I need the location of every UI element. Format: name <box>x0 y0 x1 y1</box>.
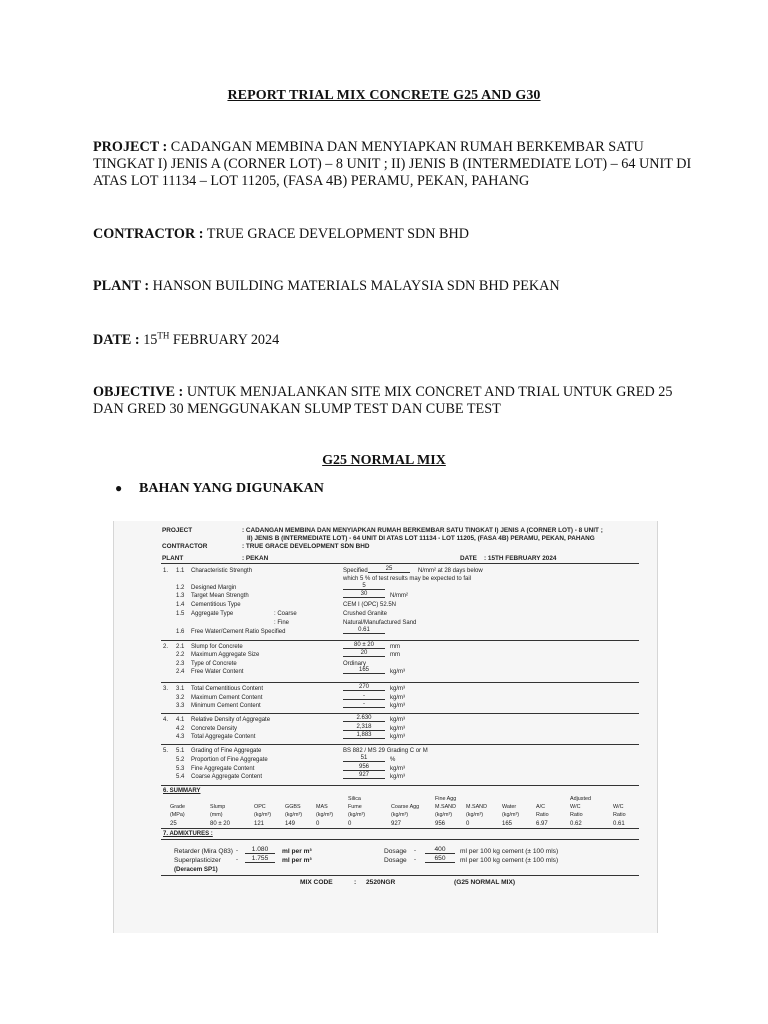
row-4-1-value: 2.630 <box>343 715 385 722</box>
summary-header-unit: (kg/m³) <box>316 812 334 818</box>
row-5-3-value: 956 <box>343 764 385 771</box>
row-1-6-label: Free Water/Cement Ratio Specified <box>191 629 286 635</box>
row-1-5-coarse: : Coarse <box>274 611 297 617</box>
row-4-3-label: Total Aggregate Content <box>191 734 256 740</box>
date-day: 15 <box>143 332 158 348</box>
row-1-3-unit: N/mm² <box>390 593 408 599</box>
summary-cell: 0 <box>316 821 320 827</box>
row-2-1-number: 2.1 <box>176 644 185 650</box>
retarder-dosage-unit: ml per 100 kg cement (± 100 mls) <box>460 848 559 855</box>
summary-header-unit: Ratio <box>536 812 549 818</box>
row-3-2-number: 3.2 <box>176 695 185 701</box>
sheet-date-label: DATE <box>460 555 477 562</box>
summary-cell: 0.62 <box>570 821 582 827</box>
summary-cell: 6.97 <box>536 821 548 827</box>
section-title: G25 NORMAL MIX <box>322 453 446 468</box>
summary-header: M.SAND <box>435 804 456 810</box>
row-3-3-value: - <box>343 701 385 708</box>
summary-cell: 25 <box>170 821 177 827</box>
mix-code-label: MIX CODE <box>300 879 333 886</box>
row-3-3-label: Minimum Cement Content <box>191 703 261 709</box>
row-1-3-number: 1.3 <box>176 593 185 599</box>
retarder-dosage-value: 400 <box>425 846 455 854</box>
retarder-dash: - <box>236 848 238 854</box>
row-1-1-unit: N/mm² at 28 days below <box>418 568 483 574</box>
summary-header: W/C <box>570 804 581 810</box>
row-1-6-number: 1.6 <box>176 629 185 635</box>
summary-header: GGBS <box>285 804 301 810</box>
summary-cell: 80 ± 20 <box>210 821 230 827</box>
row-5-1-number: 5.1 <box>176 748 185 754</box>
summary-header: Fume <box>348 804 362 810</box>
date-suffix: TH <box>157 330 170 341</box>
summary-header: Grade <box>170 804 185 810</box>
row-1-6-value: 0.61 <box>343 627 385 634</box>
retarder-dosage-label: Dosage <box>384 848 407 855</box>
bullet-text: BAHAN YANG DIGUNAKAN <box>139 481 324 496</box>
summary-header: W/C <box>613 804 624 810</box>
bullet-item <box>115 481 324 497</box>
row-1-3-value: 30 <box>343 591 385 598</box>
admixtures-title: 7. ADMIXTURES : <box>163 831 213 837</box>
summary-header: OPC <box>254 804 266 810</box>
summary-header-unit: (mm) <box>210 812 223 818</box>
summary-header: Coarse Agg <box>391 804 420 810</box>
superplasticizer-brand: (Deracem SP1) <box>174 866 218 873</box>
row-2-4-number: 2.4 <box>176 669 185 675</box>
sheet-project-label: PROJECT <box>162 527 193 534</box>
contractor-paragraph <box>93 226 693 243</box>
row-1-1-note: which 5 % of test results may be expected to fail <box>343 576 472 582</box>
row-1-4-value: CEM I (OPC) 52.5N <box>343 602 397 608</box>
date-paragraph <box>93 332 693 349</box>
retarder-dosage-dash: - <box>414 848 416 854</box>
row-5-1-value: BS 882 / MS 29 Grading C or M <box>343 748 428 754</box>
row-5-3-number: 5.3 <box>176 766 185 772</box>
sheet-contractor-label: CONTRACTOR <box>162 543 208 550</box>
date-rest: FEBRUARY 2024 <box>172 332 280 348</box>
row-1-5-fine-value: Natural/Manufactured Sand <box>343 620 417 626</box>
summary-cell: 0 <box>466 821 470 827</box>
row-2-3-value: Ordinary <box>343 661 367 667</box>
sheet-project-text-2: II) JENIS B (INTERMEDIATE LOT) - 64 UNIT DI ATAS LOT 11134 - LOT 11205, (FASA 4B) PERAMU, PEKAN, PAHANG <box>247 535 595 542</box>
superplasticizer-dosage-dash: - <box>414 857 416 863</box>
section-5-number: 5. <box>163 748 169 754</box>
row-1-4-number: 1.4 <box>176 602 185 608</box>
section-4-number: 4. <box>163 717 169 723</box>
retarder-label: Retarder (Mira Q83) <box>174 848 233 855</box>
row-1-1-label: Characteristic Strength <box>191 568 253 574</box>
summary-header-unit: (kg/m³) <box>348 812 366 818</box>
summary-cell: 956 <box>435 821 446 827</box>
row-3-2-unit: kg/m³ <box>390 695 405 701</box>
summary-header: A/C <box>536 804 545 810</box>
section-1-number: 1. <box>163 568 169 574</box>
mix-code-note: (G25 NORMAL MIX) <box>454 879 516 886</box>
project-label: PROJECT : <box>93 139 168 155</box>
row-4-3-unit: kg/m³ <box>390 734 405 740</box>
row-5-4-value: 927 <box>343 772 385 779</box>
section-2-number: 2. <box>163 644 169 650</box>
summary-header-unit: (kg/m³) <box>391 812 409 818</box>
summary-cell: 927 <box>391 821 402 827</box>
row-1-4-label: Cementitious Type <box>191 602 241 608</box>
summary-header: Water <box>502 804 517 810</box>
section-3-number: 3. <box>163 686 169 692</box>
row-4-1-number: 4.1 <box>176 717 185 723</box>
row-3-1-value: 270 <box>343 684 385 691</box>
row-3-3-unit: kg/m³ <box>390 703 405 709</box>
row-5-4-unit: kg/m³ <box>390 774 405 780</box>
row-2-2-value: 20 <box>343 650 385 657</box>
retarder-value: 1.080 <box>245 846 275 854</box>
objective-text: UNTUK MENJALANKAN SITE MIX CONCRET AND TRIAL UNTUK GRED 25 DAN GRED 30 MENGGUNAKAN SLUMP TEST DAN CUBE TEST <box>93 384 673 417</box>
row-2-3-number: 2.3 <box>176 661 185 667</box>
row-5-4-number: 5.4 <box>176 774 185 780</box>
summary-header-unit: (kg/m³) <box>285 812 303 818</box>
sheet-project-text-1: : CADANGAN MEMBINA DAN MENYIAPKAN RUMAH BERKEMBAR SATU TINGKAT I) JENIS A (CORNER LOT) - 8 UNIT ; <box>242 527 603 534</box>
row-2-1-label: Slump for Concrete <box>191 644 243 650</box>
row-5-2-label: Proportion of Fine Aggregate <box>191 757 268 763</box>
summary-header-unit: Ratio <box>613 812 626 818</box>
row-2-3-label: Type of Concrete <box>191 661 237 667</box>
row-2-2-unit: mm <box>390 652 400 658</box>
summary-header-unit: (MPa) <box>170 812 185 818</box>
retarder-unit: ml per m³ <box>282 848 312 855</box>
summary-header: MAS <box>316 804 328 810</box>
row-5-2-unit: % <box>390 757 396 763</box>
summary-header-top: Silica <box>348 796 361 802</box>
row-2-1-unit: mm <box>390 644 400 650</box>
summary-header-unit: Ratio <box>570 812 583 818</box>
objective-label: OBJECTIVE : <box>93 384 184 400</box>
row-1-3-label: Target Mean Strength <box>191 593 249 599</box>
row-1-5-coarse-value: Crushed Granite <box>343 611 388 617</box>
plant-paragraph <box>93 278 693 295</box>
sheet-plant-text: : PEKAN <box>242 555 269 562</box>
summary-cell: 0.61 <box>613 821 625 827</box>
sheet-date-text: : 15TH FEBRUARY 2024 <box>484 555 557 562</box>
row-1-1-number: 1.1 <box>176 568 185 574</box>
row-1-5-fine: : Fine <box>274 620 290 626</box>
sheet-plant-label: PLANT <box>162 555 184 562</box>
row-1-5-label: Aggregate Type <box>191 611 234 617</box>
summary-cell: 0 <box>348 821 352 827</box>
row-3-2-value: - <box>343 693 385 700</box>
row-2-1-value: 80 ± 20 <box>343 642 385 649</box>
row-1-2-label: Designed Margin <box>191 585 237 591</box>
row-4-2-label: Concrete Density <box>191 726 238 732</box>
row-2-4-value: 165 <box>343 667 385 674</box>
date-label: DATE : <box>93 332 140 348</box>
row-4-1-label: Relative Density of Aggregate <box>191 717 271 723</box>
row-4-3-number: 4.3 <box>176 734 185 740</box>
row-3-1-number: 3.1 <box>176 686 185 692</box>
superplasticizer-value: 1.755 <box>245 855 275 863</box>
row-1-2-number: 1.2 <box>176 585 185 591</box>
project-text: CADANGAN MEMBINA DAN MENYIAPKAN RUMAH BERKEMBAR SATU TINGKAT I) JENIS A (CORNER LOT) – 8 UNIT ; II) JENIS B (INTERMEDIATE LOT) – 64 UNIT DI ATAS LOT 11134 – LOT 11205, (FASA 4B) PERAMU, PEKAN, PAHANG <box>93 139 692 189</box>
summary-header-unit: (kg/m³) <box>466 812 484 818</box>
summary-header: Slump <box>210 804 226 810</box>
bullet-dot-icon: ● <box>115 481 123 495</box>
summary-header-top: Fine Agg <box>435 796 457 802</box>
superplasticizer-dosage-value: 650 <box>425 855 455 863</box>
superplasticizer-unit: ml per m³ <box>282 857 312 864</box>
summary-cell: 149 <box>285 821 296 827</box>
summary-cell: 165 <box>502 821 513 827</box>
row-4-2-number: 4.2 <box>176 726 185 732</box>
row-1-5-number: 1.5 <box>176 611 185 617</box>
row-5-3-unit: kg/m³ <box>390 766 405 772</box>
row-3-3-number: 3.3 <box>176 703 185 709</box>
summary-cell: 121 <box>254 821 265 827</box>
superplasticizer-dash: - <box>236 857 238 863</box>
objective-paragraph <box>93 384 693 418</box>
row-4-1-unit: kg/m³ <box>390 717 405 723</box>
row-2-2-number: 2.2 <box>176 652 185 658</box>
summary-header-unit: (kg/m³) <box>254 812 272 818</box>
mix-design-sheet <box>113 521 658 933</box>
row-3-1-unit: kg/m³ <box>390 686 405 692</box>
report-title: REPORT TRIAL MIX CONCRETE G25 AND G30 <box>227 88 541 103</box>
plant-label: PLANT : <box>93 278 150 294</box>
row-3-2-label: Maximum Cement Content <box>191 695 263 701</box>
row-4-2-unit: kg/m³ <box>390 726 405 732</box>
summary-header-top: Adjusted <box>570 796 591 802</box>
row-5-1-label: Grading of Fine Aggregate <box>191 748 262 754</box>
project-paragraph <box>93 139 693 190</box>
row-5-4-label: Coarse Aggregate Content <box>191 774 263 780</box>
row-5-3-label: Fine Aggregate Content <box>191 766 255 772</box>
mix-code-colon: : <box>354 879 357 886</box>
summary-header: M.SAND <box>466 804 487 810</box>
sheet-contractor-text: : TRUE GRACE DEVELOPMENT SDN BHD <box>242 543 370 550</box>
summary-title: 6. SUMMARY <box>163 788 201 794</box>
summary-header-unit: (kg/m³) <box>502 812 520 818</box>
row-4-2-value: 2,318 <box>343 724 385 731</box>
superplasticizer-dosage-unit: ml per 100 kg cement (± 100 mls) <box>460 857 559 864</box>
row-1-2-value: 5 <box>343 583 385 590</box>
summary-header-unit: (kg/m³) <box>435 812 453 818</box>
row-1-1-specified: Specified <box>343 568 368 574</box>
row-2-2-label: Maximum Aggregate Size <box>191 652 260 658</box>
contractor-label: CONTRACTOR : <box>93 226 204 242</box>
row-4-3-value: 1,883 <box>343 732 385 739</box>
superplasticizer-label: Superplasticizer <box>174 857 221 864</box>
row-3-1-label: Total Cementitious Content <box>191 686 264 692</box>
superplasticizer-dosage-label: Dosage <box>384 857 407 864</box>
contractor-text: TRUE GRACE DEVELOPMENT SDN BHD <box>206 226 470 242</box>
row-5-2-value: 51 <box>343 755 385 762</box>
row-5-2-number: 5.2 <box>176 757 185 763</box>
plant-text: HANSON BUILDING MATERIALS MALAYSIA SDN BHD PEKAN <box>152 278 560 294</box>
row-2-4-unit: kg/m³ <box>390 669 405 675</box>
row-1-1-value: 25 <box>368 566 410 573</box>
mix-code-value: 2520NGR <box>366 879 396 886</box>
row-2-4-label: Free Water Content <box>191 669 244 675</box>
